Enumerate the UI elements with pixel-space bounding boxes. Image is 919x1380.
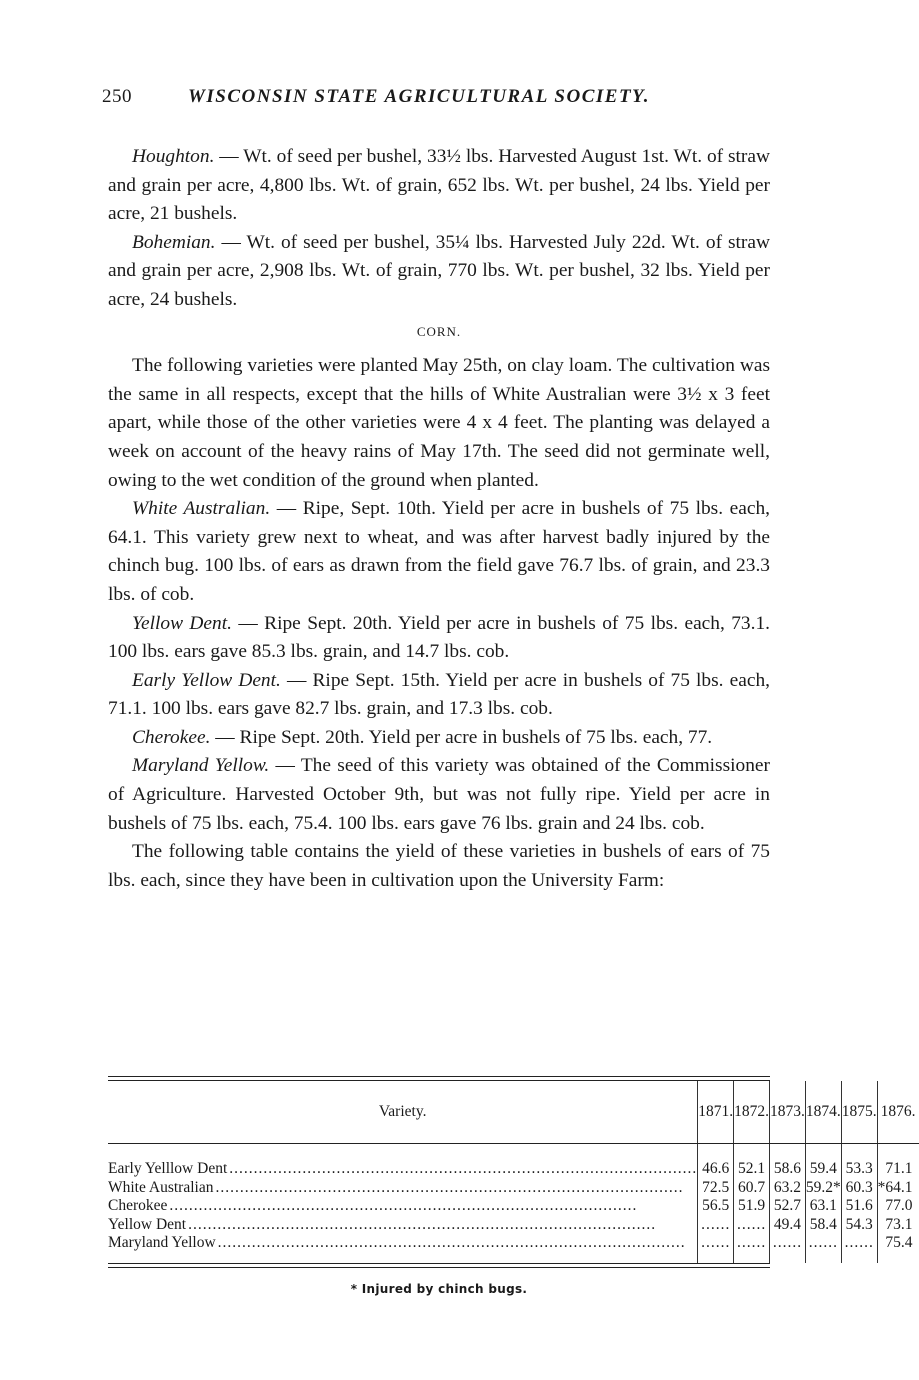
value-cell: 51.6 bbox=[841, 1197, 877, 1216]
value-cell: 63.2 bbox=[770, 1179, 806, 1198]
value-cell: 51.9 bbox=[734, 1197, 770, 1216]
variety-cell bbox=[108, 1216, 698, 1235]
paragraph-early-yellow-dent bbox=[108, 667, 770, 724]
variety-name: Bohemian. bbox=[132, 231, 216, 253]
value-cell: 52.1 bbox=[734, 1144, 770, 1179]
value-cell: 60.3 bbox=[841, 1179, 877, 1198]
column-header-year: 1875. bbox=[841, 1081, 877, 1144]
paragraph-text: — Ripe Sept. 20th. Yield per acre in bushels of 75 lbs. each, 77. bbox=[210, 726, 713, 748]
value-cell: 56.5 bbox=[698, 1197, 734, 1216]
empty-cell bbox=[734, 1234, 770, 1263]
value-cell: 53.3 bbox=[841, 1144, 877, 1179]
value-cell: 72.5 bbox=[698, 1179, 734, 1198]
yield-table-block bbox=[108, 1076, 916, 1296]
value-cell: 60.7 bbox=[734, 1179, 770, 1198]
table-row bbox=[108, 1216, 919, 1235]
value-cell: 58.6 bbox=[770, 1144, 806, 1179]
variety-label: White Australian bbox=[108, 1178, 214, 1196]
empty-cell bbox=[698, 1234, 734, 1263]
yield-table bbox=[108, 1081, 919, 1263]
paragraph-bohemian bbox=[108, 229, 770, 315]
empty-cell bbox=[698, 1216, 734, 1235]
table-header-row bbox=[108, 1081, 919, 1144]
variety-name: Houghton. bbox=[132, 146, 215, 167]
paragraph-text: — Ripe Sept. 15th. Yield per acre in bushels of 75 lbs. each, 71.1. 100 lbs. ears gave 82.7 lbs. grain, and 17.3 lbs. cob. bbox=[108, 669, 770, 720]
body-text bbox=[108, 143, 770, 895]
paragraph-text: — Ripe Sept. 20th. Yield per acre in bushels of 75 lbs. each, 73.1. 100 lbs. ears gave 85.3 lbs. grain, and 14.7 lbs. cob. bbox=[108, 612, 771, 663]
table-row bbox=[108, 1197, 919, 1216]
value-cell: *64.1 bbox=[877, 1179, 918, 1198]
table-row bbox=[108, 1234, 919, 1263]
value-cell: 63.1 bbox=[805, 1197, 841, 1216]
table-row bbox=[108, 1144, 919, 1179]
value-cell: 73.1 bbox=[877, 1216, 918, 1235]
paragraph-houghton bbox=[108, 143, 770, 229]
column-header-year: 1871. bbox=[698, 1081, 734, 1144]
paragraph-table-intro: The following table contains the yield of these varieties in bushels of ears of 75 lbs. each, since they have been in cultivation upon the University Farm: bbox=[108, 841, 770, 891]
value-cell: 75.4 bbox=[877, 1234, 918, 1263]
value-cell: 71.1 bbox=[877, 1144, 918, 1179]
value-cell: 52.7 bbox=[770, 1197, 806, 1216]
variety-cell bbox=[108, 1144, 698, 1179]
empty-cell bbox=[734, 1216, 770, 1235]
table-bottom-rule bbox=[108, 1263, 770, 1268]
value-cell: 59.4 bbox=[805, 1144, 841, 1179]
column-header-year: 1876. bbox=[877, 1081, 918, 1144]
empty-cell bbox=[770, 1234, 806, 1263]
table-row bbox=[108, 1179, 919, 1198]
empty-cell bbox=[805, 1234, 841, 1263]
empty-cell bbox=[841, 1234, 877, 1263]
value-cell: 59.2* bbox=[805, 1178, 841, 1196]
variety-label: Yellow Dent bbox=[108, 1215, 187, 1233]
paragraph-maryland-yellow bbox=[108, 752, 770, 838]
paragraph-cherokee bbox=[108, 724, 770, 753]
section-heading-corn: CORN. bbox=[416, 323, 462, 339]
column-header-variety: Variety. bbox=[108, 1081, 698, 1144]
variety-name: Cherokee. bbox=[132, 726, 211, 748]
variety-name: Early Yellow Dent. bbox=[132, 669, 281, 691]
value-cell: 58.4 bbox=[805, 1216, 841, 1235]
value-cell: 54.3 bbox=[841, 1216, 877, 1235]
variety-label: Maryland Yellow bbox=[108, 1234, 216, 1251]
paragraph-text: — Wt. of seed per bushel, 35¼ lbs. Harvested July 22d. Wt. of straw and grain per acre, 2,908 lbs. Wt. of grain, 770 lbs. Wt. per bushel, 32 lbs. Yield per acre, 24 bushels. bbox=[108, 231, 770, 310]
paragraph-yellow-dent bbox=[108, 610, 770, 667]
running-title: WISCONSIN STATE AGRICULTURAL SOCIETY. bbox=[188, 86, 650, 107]
value-cell: 46.6 bbox=[698, 1144, 734, 1179]
paragraph-white-australian bbox=[108, 495, 770, 609]
variety-name: Yellow Dent. bbox=[132, 612, 232, 634]
value-cell: 49.4 bbox=[770, 1216, 806, 1235]
column-header-year: 1873. bbox=[770, 1081, 806, 1144]
column-header-year: 1872. bbox=[734, 1081, 770, 1144]
paragraph-text: — The seed of this variety was obtained of the Commissioner of Agriculture. Harvested October 9th, but was not fully ripe. Yield per acre in bushels of 75 lbs. each, 75.4. 100 lbs. ears gave 76 lbs. grain and 24 lbs. cob. bbox=[108, 755, 770, 834]
column-header-year: 1874. bbox=[805, 1081, 841, 1144]
variety-cell bbox=[108, 1197, 698, 1216]
value-cell: 77.0 bbox=[877, 1197, 918, 1216]
variety-label: Cherokee bbox=[108, 1197, 168, 1214]
variety-name: White Australian. bbox=[132, 498, 271, 520]
variety-name: Maryland Yellow. bbox=[132, 755, 270, 777]
variety-cell bbox=[108, 1179, 698, 1198]
paragraph-text: — Ripe, Sept. 10th. Yield per acre in bushels of 75 lbs. each, 64.1. This variety grew next to wheat, and was after harvest badly injured by the chinch bug. 100 lbs. of ears as drawn from the field gave 76.7 lbs. of grain, and 23.3 lbs. of cob. bbox=[108, 498, 770, 605]
variety-label: Early Yelllow Dent bbox=[108, 1160, 228, 1177]
variety-cell bbox=[108, 1234, 698, 1263]
page-number: 250 bbox=[102, 86, 132, 107]
table-footnote: * Injured by chinch bugs. bbox=[350, 1281, 528, 1296]
paragraph-text: — Wt. of seed per bushel, 33½ lbs. Harvested August 1st. Wt. of straw and grain per acre, 4,800 lbs. Wt. of grain, 652 lbs. Wt. per bushel, 24 lbs. Yield per acre, 21 bushels. bbox=[108, 146, 770, 225]
paragraph-corn-intro: The following varieties were planted May 25th, on clay loam. The cultivation was the same in all respects, except that the hills of White Australian were 3½ x 3 feet apart, while those of the other varieties were 4 x 4 feet. The planting was delayed a week on account of the heavy rains of May 17th. The seed did not germinate well, owing to the wet condition of the ground when planted. bbox=[108, 355, 770, 491]
